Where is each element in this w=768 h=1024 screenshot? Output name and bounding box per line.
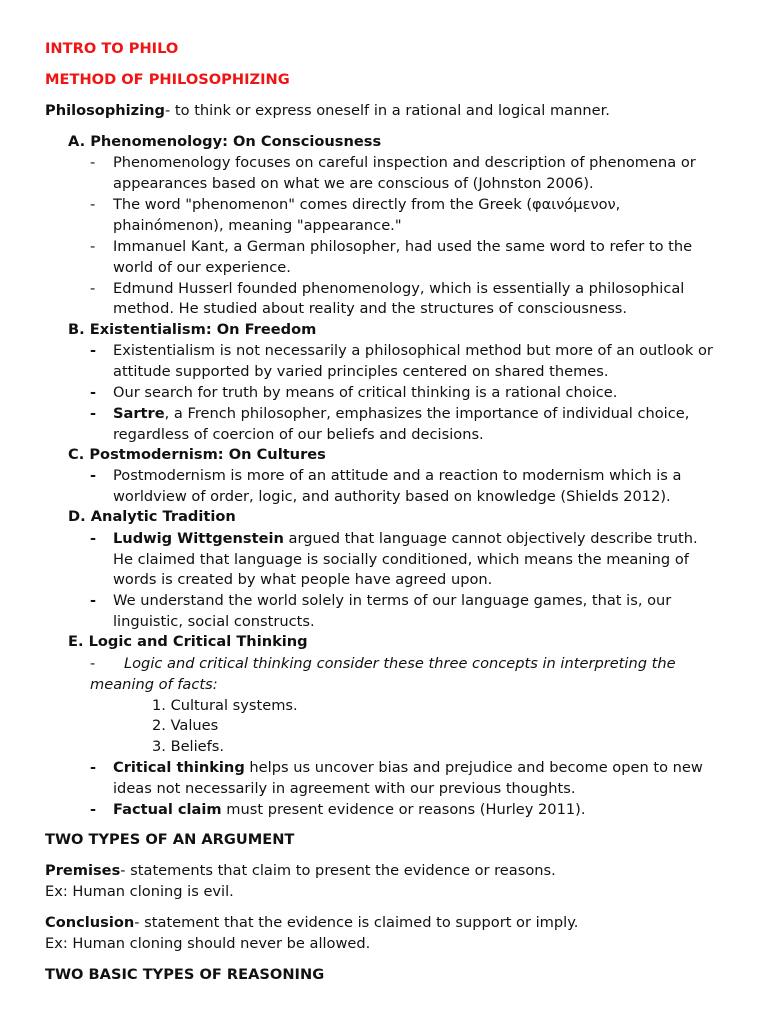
numbered-item: 2. Values bbox=[152, 717, 219, 734]
list-item-line bbox=[113, 404, 689, 424]
conclusion-text: - statement that the evidence is claimed to support or imply. bbox=[134, 914, 579, 931]
reasoning-heading: TWO BASIC TYPES OF REASONING bbox=[45, 966, 325, 983]
italic-line: Logic and critical thinking consider these three concepts in interpreting the bbox=[124, 655, 676, 672]
wittgenstein-text: argued that language cannot objectively describe truth. bbox=[283, 530, 698, 547]
intro-text: - to think or express oneself in a rational and logical manner. bbox=[165, 102, 610, 119]
list-item-line: world of our experience. bbox=[113, 259, 291, 276]
list-item-line: Existentialism is not necessarily a philosophical method but more of an outlook or bbox=[113, 342, 713, 359]
section-b-title: Existentialism: On Freedom bbox=[89, 321, 317, 338]
premises-term: Premises bbox=[45, 862, 121, 879]
list-item-line: worldview of order, logic, and authority based on knowledge (Shields 2012). bbox=[113, 488, 671, 505]
bullet-dash: - bbox=[90, 655, 96, 672]
numbered-item: 1. Cultural systems. bbox=[152, 697, 298, 714]
argument-heading: TWO TYPES OF AN ARGUMENT bbox=[45, 831, 295, 848]
list-item-line bbox=[113, 800, 586, 820]
section-e-heading bbox=[68, 632, 308, 652]
list-item-line: Phenomenology focuses on careful inspection and description of phenomena or bbox=[113, 154, 696, 171]
bullet-dash: - bbox=[90, 530, 97, 547]
factual-claim-text: must present evidence or reasons (Hurley 2011). bbox=[221, 801, 586, 818]
list-item-line: We understand the world solely in terms of our language games, that is, our bbox=[113, 592, 672, 609]
intro-paragraph bbox=[45, 101, 610, 121]
list-item-line bbox=[113, 758, 703, 778]
list-item-line: method. He studied about reality and the structures of consciousness. bbox=[113, 300, 628, 317]
bullet-dash: - bbox=[90, 342, 97, 359]
premises-example: Ex: Human cloning is evil. bbox=[45, 883, 234, 900]
section-a-heading bbox=[68, 132, 381, 152]
bullet-dash: - bbox=[90, 592, 97, 609]
list-item-line: attitude supported by varied principles centered on shared themes. bbox=[113, 363, 609, 380]
list-item-line: The word "phenomenon" comes directly from the Greek (φαινόμενον, bbox=[113, 196, 621, 213]
numbered-item: 3. Beliefs. bbox=[152, 738, 225, 755]
list-item-line: Immanuel Kant, a German philosopher, had used the same word to refer to the bbox=[113, 238, 693, 255]
list-item-line: phainómenon), meaning "appearance." bbox=[113, 217, 402, 234]
critical-thinking-text: helps us uncover bias and prejudice and become open to new bbox=[244, 759, 703, 776]
section-a-title: Phenomenology: On Consciousness bbox=[90, 133, 382, 150]
bullet-dash: - bbox=[90, 154, 96, 171]
list-item-line: regardless of coercion of our beliefs and decisions. bbox=[113, 426, 484, 443]
section-b-marker: B. bbox=[68, 321, 85, 338]
conclusion-example: Ex: Human cloning should never be allowed. bbox=[45, 935, 371, 952]
section-e-title: Logic and Critical Thinking bbox=[88, 633, 308, 650]
section-a-marker: A. bbox=[68, 133, 86, 150]
bullet-dash: - bbox=[90, 405, 97, 422]
italic-line: meaning of facts: bbox=[90, 676, 218, 693]
section-c-heading bbox=[68, 445, 326, 465]
list-item-line: words is created by what people have agreed upon. bbox=[113, 571, 493, 588]
document-subtitle: METHOD OF PHILOSOPHIZING bbox=[45, 71, 290, 88]
bullet-dash: - bbox=[90, 467, 97, 484]
wittgenstein-term: Ludwig Wittgenstein bbox=[113, 530, 284, 547]
bullet-dash: - bbox=[90, 759, 97, 776]
bullet-dash: - bbox=[90, 384, 97, 401]
bullet-dash: - bbox=[90, 238, 96, 255]
list-item-line: Our search for truth by means of critical thinking is a rational choice. bbox=[113, 384, 618, 401]
intro-term: Philosophizing bbox=[45, 102, 165, 119]
section-b-heading bbox=[68, 320, 316, 340]
document-title: INTRO TO PHILO bbox=[45, 40, 179, 57]
sartre-term: Sartre bbox=[113, 405, 165, 422]
list-item-line: He claimed that language is socially conditioned, which means the meaning of bbox=[113, 551, 689, 568]
bullet-dash: - bbox=[90, 280, 96, 297]
section-d-heading bbox=[68, 507, 236, 527]
critical-thinking-term: Critical thinking bbox=[113, 759, 245, 776]
premises-text: - statements that claim to present the evidence or reasons. bbox=[120, 862, 556, 879]
bullet-dash: - bbox=[90, 196, 96, 213]
section-e-marker: E. bbox=[68, 633, 84, 650]
section-d-title: Analytic Tradition bbox=[90, 508, 236, 525]
section-c-marker: C. bbox=[68, 446, 85, 463]
premises-paragraph bbox=[45, 861, 556, 881]
list-item-line: Postmodernism is more of an attitude and a reaction to modernism which is a bbox=[113, 467, 682, 484]
sartre-text: , a French philosopher, emphasizes the importance of individual choice, bbox=[164, 405, 690, 422]
list-item-line bbox=[113, 529, 698, 549]
section-d-marker: D. bbox=[68, 508, 86, 525]
list-item-line: linguistic, social constructs. bbox=[113, 613, 315, 630]
list-item-line: ideas not necessarily in agreement with our previous thoughts. bbox=[113, 780, 576, 797]
conclusion-paragraph bbox=[45, 913, 578, 933]
conclusion-term: Conclusion bbox=[45, 914, 135, 931]
section-c-title: Postmodernism: On Cultures bbox=[89, 446, 326, 463]
list-item-line: appearances based on what we are conscious of (Johnston 2006). bbox=[113, 175, 594, 192]
factual-claim-term: Factual claim bbox=[113, 801, 222, 818]
list-item-line: Edmund Husserl founded phenomenology, which is essentially a philosophical bbox=[113, 280, 685, 297]
bullet-dash: - bbox=[90, 801, 97, 818]
